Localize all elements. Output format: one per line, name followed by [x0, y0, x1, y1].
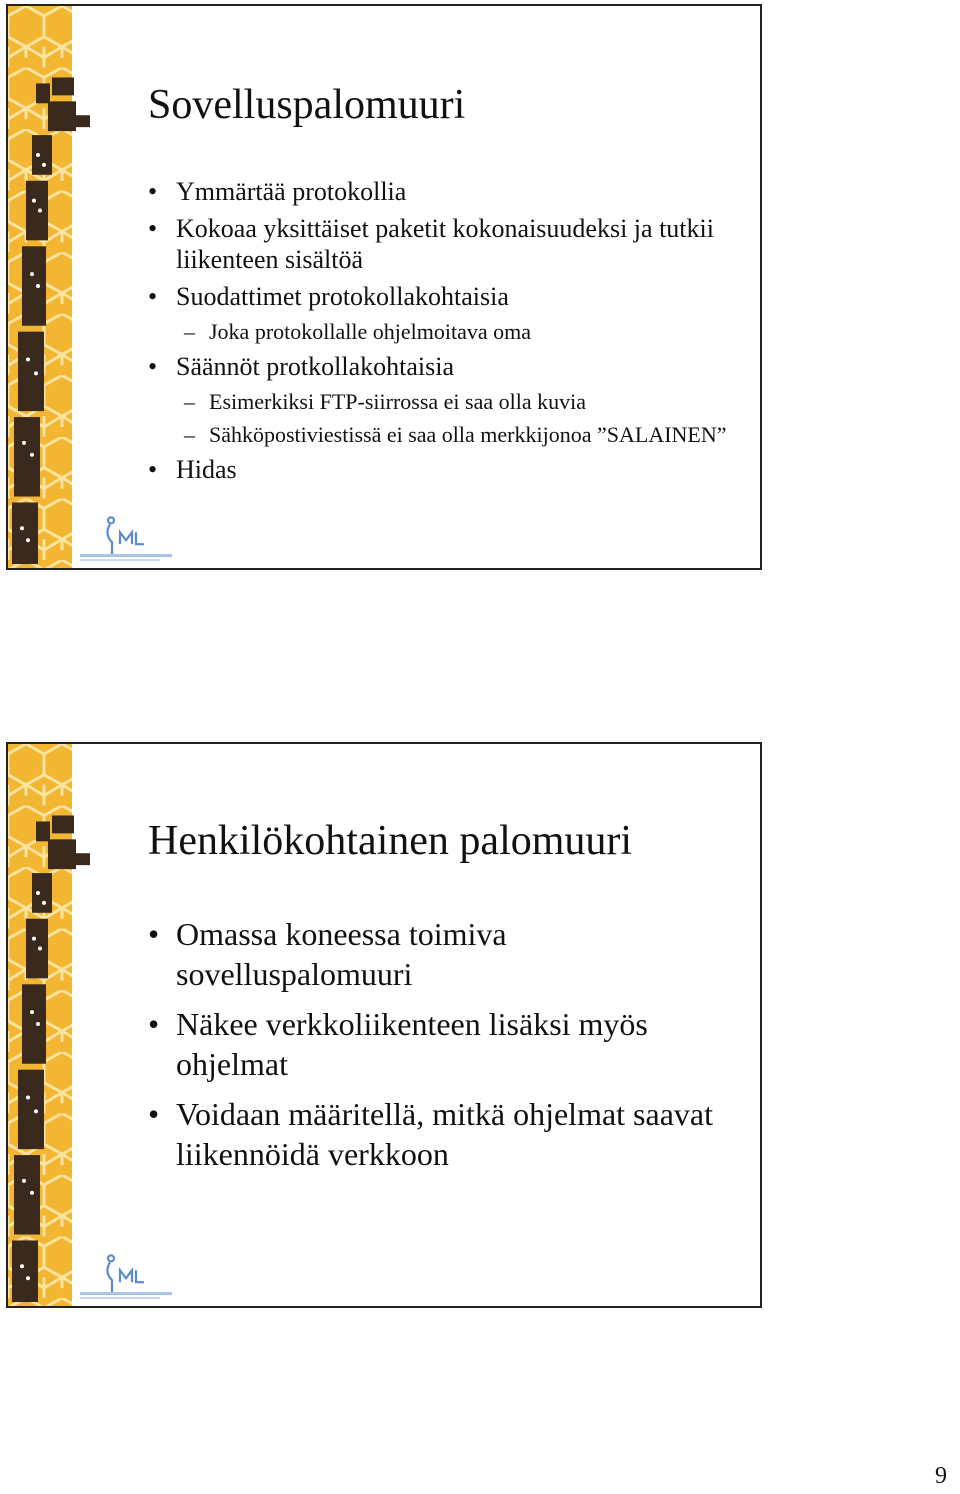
- slide-title: Sovelluspalomuuri: [148, 82, 466, 128]
- bullet-list: [148, 914, 748, 1184]
- slide-1: [6, 4, 762, 570]
- sub-bullet-item: – Esimerkiksi FTP-siirrossa ei saa olla kuvia: [148, 388, 748, 415]
- page-number: 9: [935, 1463, 947, 1489]
- bullet-item: • Omassa koneessa toimiva sovelluspalomuuri: [148, 914, 748, 994]
- sub-bullet-item: – Sähköpostiviestissä ei saa olla merkkijonoa ”SALAINEN”: [148, 421, 748, 448]
- bullet-item: • Säännöt protkollakohtaisia: [148, 351, 748, 382]
- bullet-item: • Suodattimet protokollakohtaisia: [148, 281, 748, 312]
- bullet-item: • Voidaan määritellä, mitkä ohjelmat saavat liikennöidä verkkoon: [148, 1094, 748, 1174]
- bullet-list: [148, 176, 748, 491]
- sub-bullet-item: – Joka protokollalle ohjelmoitava oma: [148, 318, 748, 345]
- bullet-item: • Näkee verkkoliikenteen lisäksi myös ohjelmat: [148, 1004, 748, 1084]
- bullet-item: • Ymmärtää protokollia: [148, 176, 748, 207]
- slide-title: Henkilökohtainen palomuuri: [148, 818, 633, 864]
- bullet-item: • Kokoaa yksittäiset paketit kokonaisuudeksi ja tutkii liikenteen sisältöä: [148, 213, 748, 275]
- bullet-item: • Hidas: [148, 454, 748, 485]
- slide-2: [6, 742, 762, 1308]
